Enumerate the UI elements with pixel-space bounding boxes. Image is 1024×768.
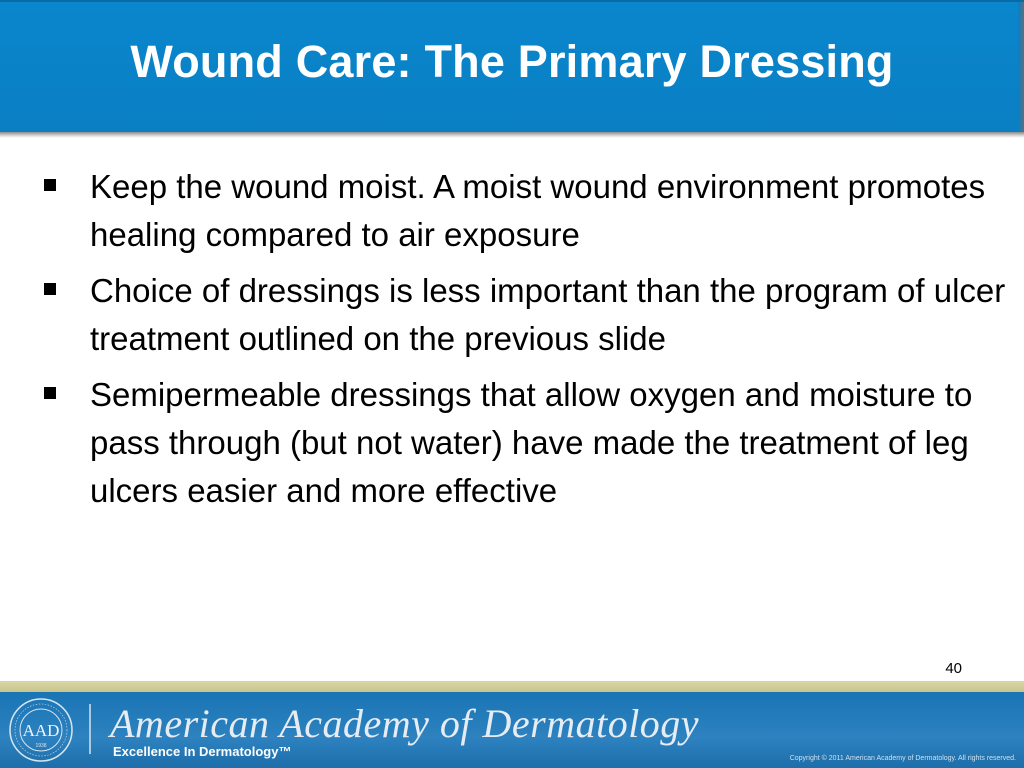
- tagline: Excellence In Dermatology™: [113, 744, 292, 759]
- bullet-text: Semipermeable dressings that allow oxygen and moisture to pass through (but not water) have made the treatment of leg ulcers easier and more effective: [90, 376, 973, 509]
- organization-name: American Academy of Dermatology: [110, 701, 700, 746]
- footer-stripe: [0, 681, 1024, 692]
- page-number: 40: [945, 660, 962, 677]
- seal-year: 1938: [35, 743, 47, 749]
- footer-divider: [89, 704, 91, 754]
- square-bullet-icon: [44, 179, 56, 191]
- bullet-text: Keep the wound moist. A moist wound environment promotes healing compared to air exposure: [90, 168, 986, 253]
- slide-title: Wound Care: The Primary Dressing: [130, 36, 894, 87]
- aad-seal-icon: [8, 697, 74, 763]
- title-bar-shadow: [0, 132, 1024, 138]
- footer: [0, 692, 1024, 768]
- title-bar: [0, 0, 1024, 132]
- title-bar-edge: [1018, 2, 1024, 134]
- seal-letters: AAD: [22, 721, 60, 740]
- bullet-list: [42, 163, 1007, 523]
- square-bullet-icon: [44, 387, 56, 399]
- copyright-notice: Copyright © 2011 American Academy of Dermatology. All rights reserved.: [789, 755, 1016, 762]
- bullet-item: [42, 163, 1007, 259]
- bullet-text: Choice of dressings is less important than the program of ulcer treatment outlined on the previous slide: [90, 272, 1006, 357]
- bullet-item: [42, 267, 1007, 363]
- bullet-item: [42, 371, 1007, 515]
- square-bullet-icon: [44, 283, 56, 295]
